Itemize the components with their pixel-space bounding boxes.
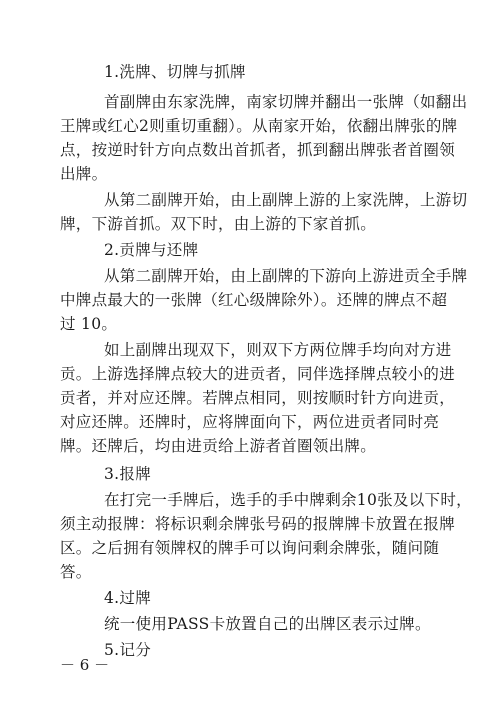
para-1-line-2: 王牌或红心2则重切重翻）。从南家开始，依翻出牌张的牌 [60,117,458,135]
para-4-line-1: 如上副牌出现双下，则双下方两位牌手均向对方进 [104,341,452,359]
para-3-line-1: 从第二副牌开始，由上副牌的下游向上游进贡全手牌 [104,267,468,285]
heading-scoring: 5.记分 [104,641,151,659]
page-number: － 6 － [60,656,110,674]
para-2-line-1: 从第二副牌开始，由上副牌上游的上家洗牌，上游切 [104,191,468,209]
para-6-line-1: 统一使用PASS卡放置自己的出牌区表示过牌。 [104,615,431,633]
heading-shuffle-cut-draw: 1.洗牌、切牌与抓牌 [104,63,246,81]
heading-pass: 4.过牌 [104,589,151,607]
para-4-line-2: 贡。上游选择牌点较大的进贡者，同伴选择牌点较小的进 [60,365,456,383]
heading-report-cards: 3.报牌 [104,465,151,483]
para-2-line-2: 牌，下游首抓。双下时，由上游的下家首抓。 [60,215,377,233]
para-4-line-5: 牌。还牌后，均由进贡给上游者首圈领出牌。 [60,437,377,455]
para-4-line-3: 贡者，并对应还牌。若牌点相同，则按顺时针方向进贡， [60,389,456,407]
para-1-line-4: 出牌。 [60,165,108,183]
para-5-line-2: 须主动报牌：将标识剩余牌张号码的报牌牌卡放置在报牌 [60,515,456,533]
para-3-line-3: 过 10。 [60,315,118,333]
para-1-line-1: 首副牌由东家洗牌，南家切牌并翻出一张牌（如翻出 [104,93,468,111]
heading-tribute-return: 2.贡牌与还牌 [104,241,199,259]
para-4-line-4: 对应还牌。还牌时，应将牌面向下，两位进贡者同时亮 [60,413,440,431]
para-1-line-3: 点，按逆时针方向点数出首抓者，抓到翻出牌张者首圈领 [60,141,456,159]
para-3-line-2: 中牌点最大的一张牌（红心级牌除外）。还牌的牌点不超 [60,291,448,309]
para-5-line-3: 区。之后拥有领牌权的牌手可以询问剩余牌张，随问随 [60,539,440,557]
para-5-line-4: 答。 [60,563,92,581]
para-5-line-1: 在打完一手牌后，选手的手中牌剩余10张及以下时， [104,491,472,509]
